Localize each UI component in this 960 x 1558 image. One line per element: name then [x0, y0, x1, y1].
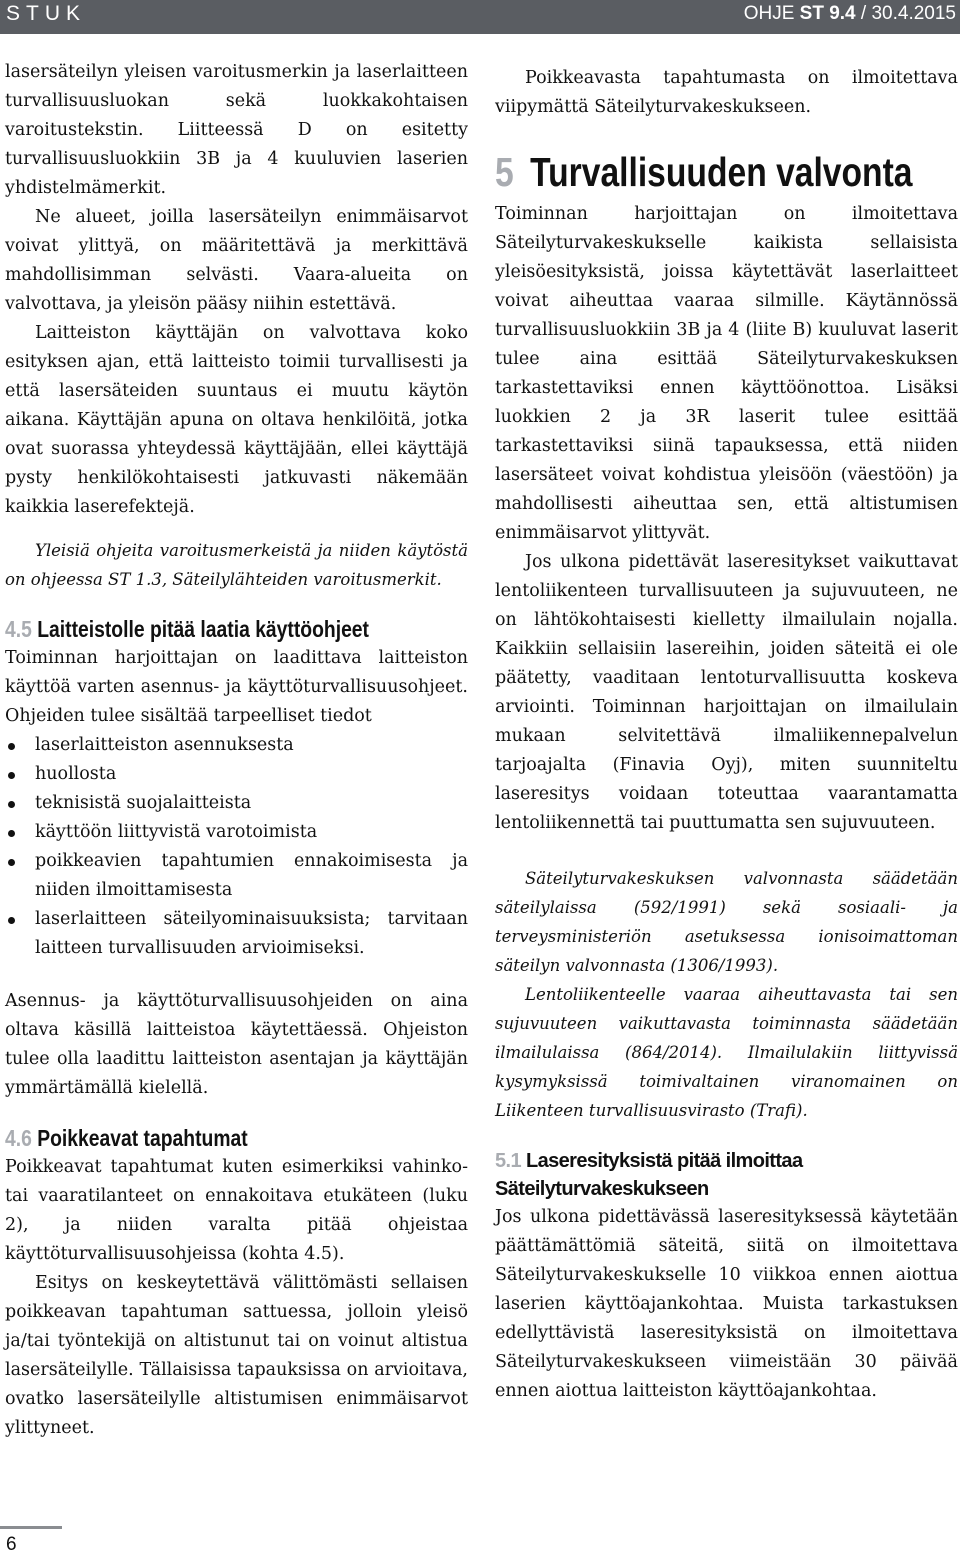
left-column [5, 58, 468, 1443]
section-heading-5-1 [495, 1147, 958, 1203]
italic-note: Yleisiä ohjeita varoitusmerkeistä ja niiden käytöstä on ohjeessa ST 1.3, Säteilylähteiden varoitusmerkit. [5, 541, 468, 589]
list-item: laserlaitteen säteilyominaisuuksista; tarvitaan laitteen turvallisuuden arvioimiseksi. [5, 905, 468, 963]
paragraph: Jos ulkona pidettävät laseresitykset vaikuttavat lentoliikenteen turvallisuuteen ja sujuvuuteen, ne on lähtökohtaisesti kielletty ilmailulain nojalla. Kaikkiin sellaisiin lasereihin, joiden säteitä ei ole päätetty, vaaditaan lentoturvallisuutta koskeva arviointi. Toiminnan harjoittajan on ilmailulain mukaan selvitettävä ilmaliikennepalvelun tarjoajalta (Finavia Oyj), miten suunniteltu laseresitys voidaan toteuttaa vaarantamatta lentoliikennettä tai puuttumatta sen sujuvuuteen. [495, 552, 958, 833]
doc-prefix: OHJE [743, 3, 800, 24]
list-item: laserlaitteiston asennuksesta [5, 731, 468, 760]
section-heading-4-6 [5, 1123, 394, 1153]
list-item: poikkeavien tapahtumien ennakoimisesta ja niiden ilmoittamisesta [5, 847, 468, 905]
section-number: 4.6 [5, 1125, 32, 1151]
italic-note: Lentoliikenteelle vaaraa aiheuttavasta tai sen sujuvuuteen vaikuttavasta toiminnasta säädetään ilmailulaissa (864/2014). Ilmailulakiin liittyvissä kysymyksissä toimivaltainen viranomainen on Liikenteen turvallisuusvirasto (Trafi). [495, 985, 958, 1120]
bullet-list [5, 731, 468, 963]
section-number: 4.5 [5, 616, 32, 642]
section-title: Poikkeavat tapahtumat [37, 1125, 248, 1151]
list-item: huollosta [5, 760, 468, 789]
paragraph: Poikkeavat tapahtumat kuten esimerkiksi vahinko- tai vaaratilanteet on ennakoitava etukäteen (luku 2), ja niiden varalta pitää ohjeistaa käyttöturvallisuusohjeissa (kohta 4.5). [5, 1157, 468, 1264]
document-reference [744, 3, 956, 25]
footer-rule [0, 1526, 62, 1529]
chapter-title: Turvallisuuden valvonta [530, 149, 913, 195]
paragraph: Toiminnan harjoittajan on laadittava laitteiston käyttöä varten asennus- ja käyttöturvallisuusohjeet. Ohjeiden tulee sisältää tarpeelliset tiedot [5, 648, 468, 726]
paragraph: Jos ulkona pidettävässä laseresityksessä käytetään päättämättömiä säteitä, siitä on ilmoitettava Säteilyturvakeskukselle 10 viikkoa ennen aiottua laserien käyttöajankohtaa. Muista tarkastuksen edellyttävistä laseresityksistä on ilmoitettava Säteilyturvakeskukseen viimeistään 30 päivää ennen aiottua laitteiston käyttöajankohtaa. [495, 1207, 958, 1401]
doc-date: / 30.4.2015 [855, 3, 956, 24]
paragraph: Laitteiston käyttäjän on valvottava koko esityksen ajan, että laitteisto toimii turvallisesti ja että lasersäteiden suuntaus ei muutu käytön aikana. Käyttäjän apuna on oltava henkilöitä, jotka ovat suorassa yhteydessä käyttäjään, ellei käyttäjä pysty henkilökohtaisesti jatkuvasti näkemään kaikkia laserefektejä. [5, 323, 468, 517]
section-title: Laitteistolle pitää laatia käyttöohjeet [37, 616, 369, 642]
page-number: 6 [6, 1534, 17, 1555]
chapter-heading-5 [495, 144, 913, 200]
doc-code: ST 9.4 [799, 3, 856, 24]
chapter-number: 5 [495, 149, 514, 195]
paragraph: Esitys on keskeytettävä välittömästi sellaisen poikkeavan tapahtuman sattuessa, jolloin yleisö ja/tai työntekijä on altistunut tai on voinut altistua lasersäteilylle. Tällaisissa tapauksissa on arvioitava, ovatko lasersäteilylle altistumisen enimmäisarvot ylittyneet. [5, 1273, 468, 1438]
page-header [0, 0, 960, 34]
section-title: Laseresityksistä pitää ilmoittaa Säteilyturvakeskukseen [495, 1150, 803, 1200]
italic-note: Säteilyturvakeskuksen valvonnasta säädetään säteilylaissa (592/1991) sekä sosiaali- ja terveysministeriön asetuksessa ionisoimattoman säteilyn valvonnasta (1306/1993). [495, 869, 958, 975]
paragraph: Asennus- ja käyttöturvallisuusohjeiden on aina oltava käsillä laitteistoa käytettäessä. Ohjeiston tulee olla laadittu laitteiston asentajan ja käyttäjän ymmärtämällä kielellä. [5, 991, 468, 1098]
list-item: teknisistä suojalaitteista [5, 789, 468, 818]
paragraph: Toiminnan harjoittajan on ilmoitettava Säteilyturvakeskukselle kaikista sellaisista yleisöesityksistä, joissa käytettävät laserlaitteet voivat aiheuttaa vaaraa silmille. Käytännössä turvallisuusluokkiin 3B ja 4 (liite B) kuuluvat laserit tulee aina esittää Säteilyturvakeskuksen tarkastettaviksi ennen käyttöönottoa. Lisäksi luokkien 2 ja 3R laserit tulee esittää tarkastettaviksi siinä tapauksessa, että niiden lasersäteet voivat kohdistua yleisöön (väestöön) ja mahdollisesti aiheuttaa sen, että altistumisen enimmäisarvot ylittyvät. [495, 204, 958, 543]
paragraph: Poikkeavasta tapahtumasta on ilmoitettava viipymättä Säteilyturvakeskukseen. [495, 68, 958, 117]
stuk-logo-text: STUK [6, 2, 87, 25]
section-heading-4-5 [5, 614, 394, 644]
list-item: käyttöön liittyvistä varotoimista [5, 818, 468, 847]
paragraph: Ne alueet, joilla lasersäteilyn enimmäisarvot voivat ylittyä, on määritettävä ja merkittävä mahdollisimman selvästi. Vaara-alueita on valvottava, ja yleisön pääsy niihin estettävä. [5, 207, 468, 314]
section-number: 5.1 [495, 1150, 522, 1172]
paragraph: lasersäteilyn yleisen varoitusmerkin ja laserlaitteen turvallisuusluokan sekä luokkakohtaisen varoitustekstin. Liitteessä D on esitetty turvallisuusluokkiin 3B ja 4 kuuluvien laserien yhdistelmämerkit. [5, 62, 468, 198]
right-column [495, 64, 958, 1406]
